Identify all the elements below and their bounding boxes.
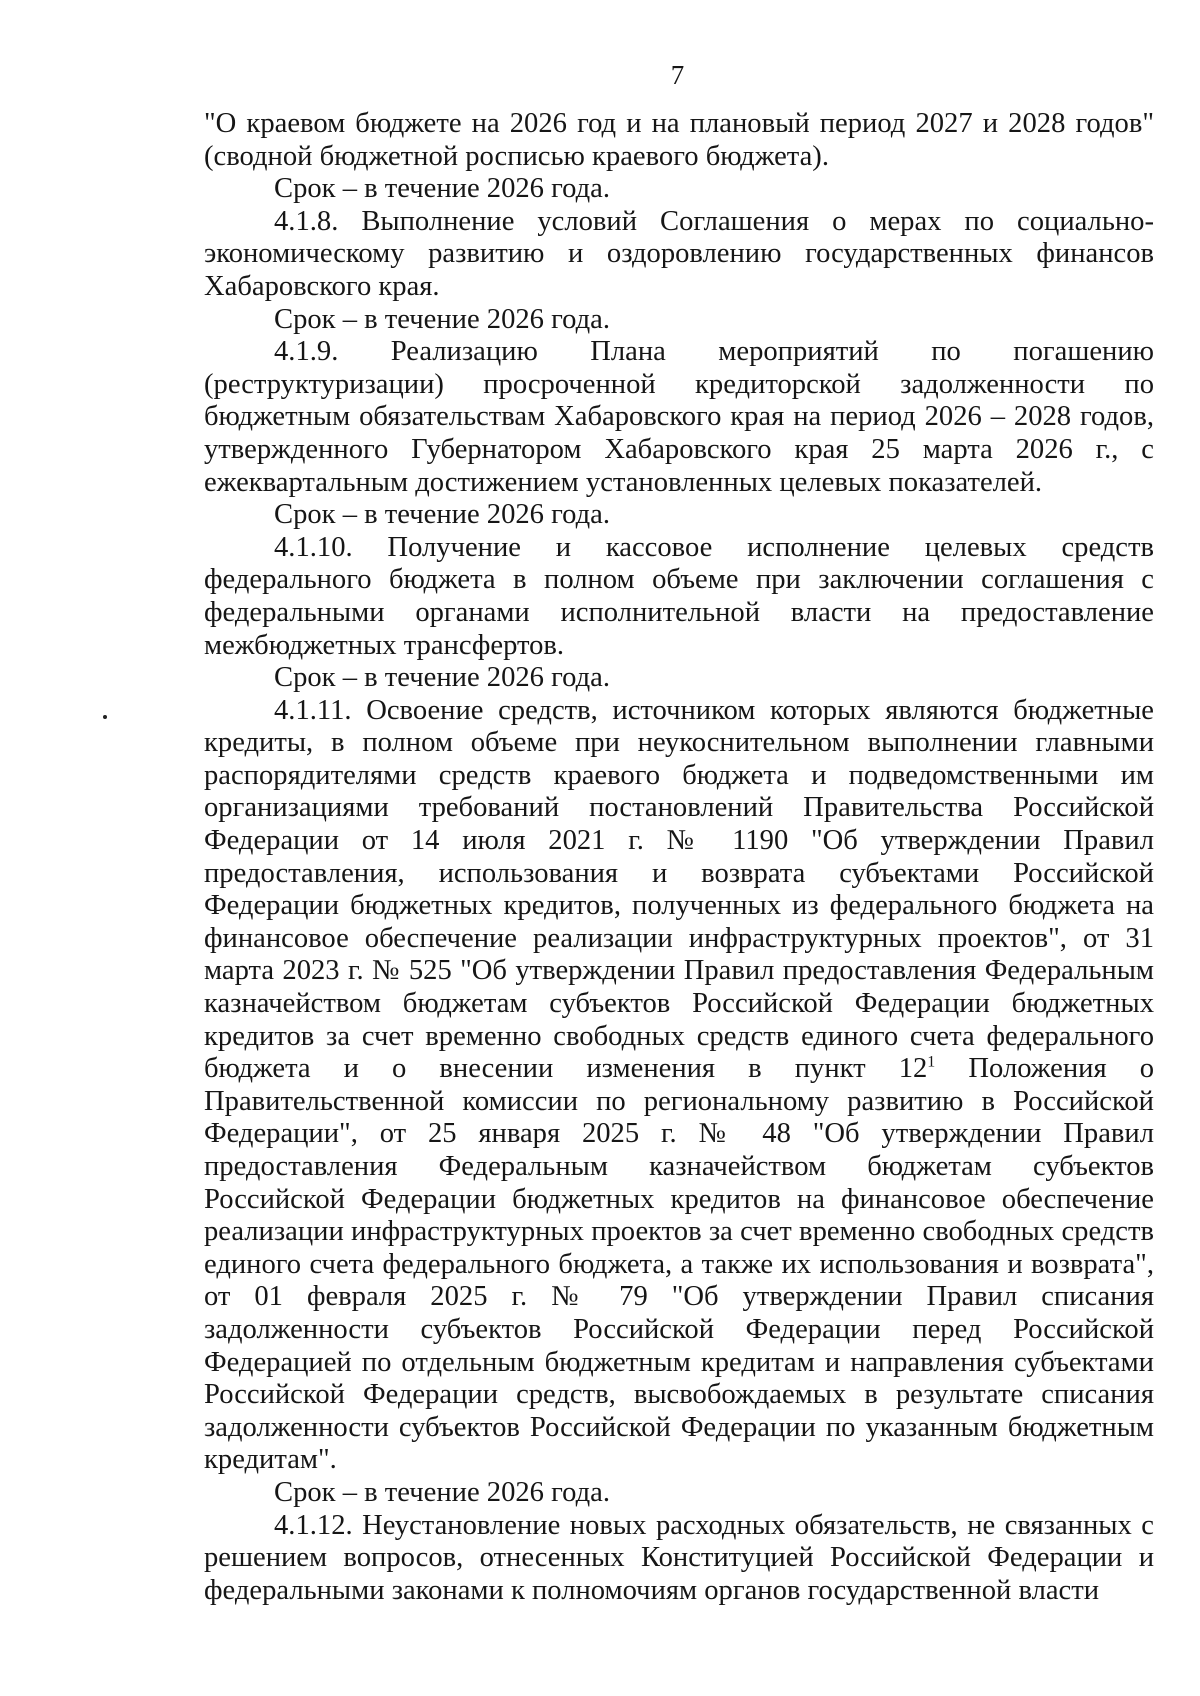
deadline-line: Срок – в течение 2026 года.: [274, 662, 611, 694]
deadline-line: Срок – в течение 2026 года.: [274, 173, 611, 205]
paragraph-text: 4.1.11. Освоение средств, источником которых являются бюджетные кредиты, в полном объеме при неукоснительном выполнении главными распорядителями средств краевого бюджета и подведомственными им организациями требований постановлений Правительства Российской Федерации от 14 июля 2021 г. № 1190 "Об утверждении Правил предоставления, использования и возврата субъектами Российской Федерации бюджетных кредитов, полученных из федерального бюджета на финансовое обеспечение реализации инфраструктурных проектов", от 31 марта 2023 г. № 525 "Об утверждении Правил предоставления Федеральным казначейством бюджетам субъектов Российской Федерации бюджетных кредитов за счет временно свободных средств единого счета федерального бюджета и о внесении изменения в пункт 12: [204, 694, 1154, 1085]
superscript-index: 1: [927, 1053, 936, 1071]
page-number: 7: [670, 60, 685, 90]
paragraph-item-4-1-9: 4.1.9. Реализацию Плана мероприятий по погашению (реструктуризации) просроченной кредиторской задолженности по бюджетным обязательствам Хабаровского края на период 2026 – 2028 годов, утвержденного Губернатором Хабаровского края 25 марта 2026 г., с ежеквартальным достижением установленных целевых показателей.: [204, 336, 1154, 498]
paragraph-item-4-1-11: [204, 695, 1154, 1477]
paragraph-item-4-1-8: 4.1.8. Выполнение условий Соглашения о мерах по социально-экономическому развитию и оздоровлению государственных финансов Хабаровского края.: [204, 205, 1154, 302]
paragraph-item-4-1-10: 4.1.10. Получение и кассовое исполнение целевых средств федерального бюджета в полном объеме при заключении соглашения с федеральными органами исполнительной власти на предоставление межбюджетных трансфертов.: [204, 531, 1154, 661]
paragraph-text: Положения о Правительственной комиссии по региональному развитию в Российской Федерации", от 25 января 2025 г. № 48 "Об утверждении Правил предоставления Федеральным казначейством бюджетам субъектов Российской Федерации бюджетных кредитов на финансовое обеспечение реализации инфраструктурных проектов за счет временно свободных средств единого счета федерального бюджета, а также их использования и возврата", от 01 февраля 2025 г. № 79 "Об утверждении Правил списания задолженности субъектов Российской Федерации перед Российской Федерацией по отдельным бюджетным кредитам и направления субъектами Российской Федерации средств, высвобождаемых в результате списания задолженности субъектов Российской Федерации по указанным бюджетным кредитам".: [204, 1053, 1154, 1476]
deadline-line: Срок – в течение 2026 года.: [274, 499, 611, 531]
document-body: [204, 108, 1154, 1607]
deadline-line: Срок – в течение 2026 года.: [274, 1476, 611, 1508]
scan-speck: [103, 715, 107, 719]
paragraph-item-4-1-12: 4.1.12. Неустановление новых расходных обязательств, не связанных с решением вопросов, отнесенных Конституцией Российской Федерации и федеральными законами к полномочиям органов государственной власти: [204, 1509, 1154, 1606]
paragraph-budget-law-continuation: "О краевом бюджете на 2026 год и на плановый период 2027 и 2028 годов" (сводной бюджетной росписью краевого бюджета).: [204, 108, 1154, 172]
deadline-line: Срок – в течение 2026 года.: [274, 303, 611, 335]
